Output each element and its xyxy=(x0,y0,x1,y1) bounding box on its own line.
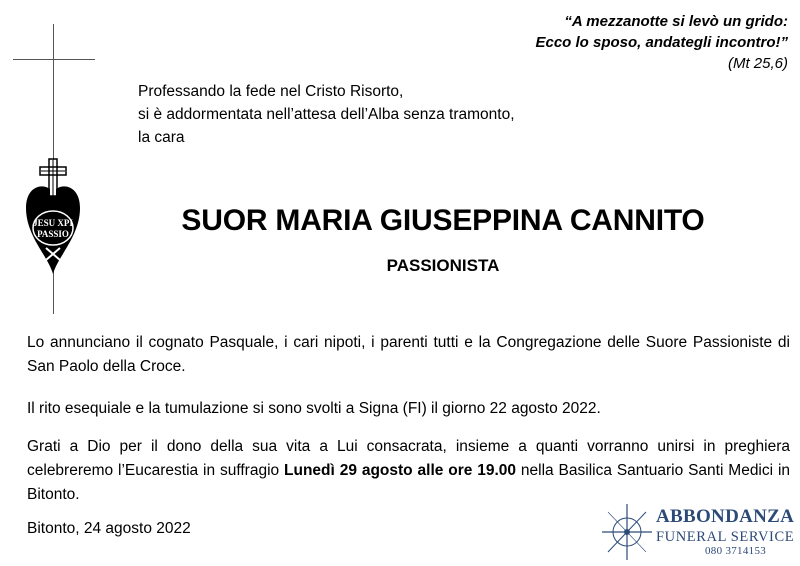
mass-datetime: Lunedì 29 agosto alle ore 19.00 xyxy=(284,462,517,479)
intro-line-1: Professando la fede nel Cristo Risorto, xyxy=(138,83,404,100)
mass-paragraph xyxy=(27,435,790,507)
cross-horizontal-bar xyxy=(13,59,95,60)
passionist-emblem-icon xyxy=(20,158,86,278)
intro-line-3: la cara xyxy=(138,129,185,146)
quote-line-1: “A mezzanotte si levò un grido: xyxy=(564,13,788,30)
deceased-name: SUOR MARIA GIUSEPPINA CANNITO xyxy=(181,204,705,237)
funeral-service-logo xyxy=(600,502,796,562)
religious-order: PASSIONISTA xyxy=(386,256,500,275)
announcement-paragraph: Lo annunciano il cognato Pasquale, i cari nipoti, i parenti tutti e la Congregazione delle Suore Passioniste di San Paolo della Croce. xyxy=(27,334,790,375)
emblem-text-2: PASSIO xyxy=(37,229,69,239)
quote-reference: (Mt 25,6) xyxy=(727,55,788,72)
emblem-text-1: JESU XPI xyxy=(33,218,73,228)
funeral-service-phone: 080 3714153 xyxy=(705,545,767,557)
funeral-service-subtitle: FUNERAL SERVICE xyxy=(656,529,795,545)
mass-text-end: nella Basilica Santuario Santi Medici in Bitonto. xyxy=(27,462,791,503)
intro-line-2: si è addormentata nell’attesa dell’Alba senza tramonto, xyxy=(138,106,515,123)
compass-star-icon xyxy=(600,502,654,562)
funeral-service-name: ABBONDANZA xyxy=(656,506,795,527)
funeral-rite-paragraph: Il rito esequiale e la tumulazione si sono svolti a Signa (FI) il giorno 22 agosto 2022. xyxy=(27,400,601,417)
quote-line-2: Ecco lo sposo, andategli incontro!” xyxy=(535,34,788,51)
mass-text-start: Grati a Dio per il dono della sua vita a Lui consacrata, insieme a quanti vorranno unirsi in preghiera celebreremo l’Eucarestia in suffragio xyxy=(27,438,790,479)
bible-quote xyxy=(535,11,788,74)
place-date: Bitonto, 24 agosto 2022 xyxy=(27,520,191,537)
intro-text xyxy=(138,80,515,149)
